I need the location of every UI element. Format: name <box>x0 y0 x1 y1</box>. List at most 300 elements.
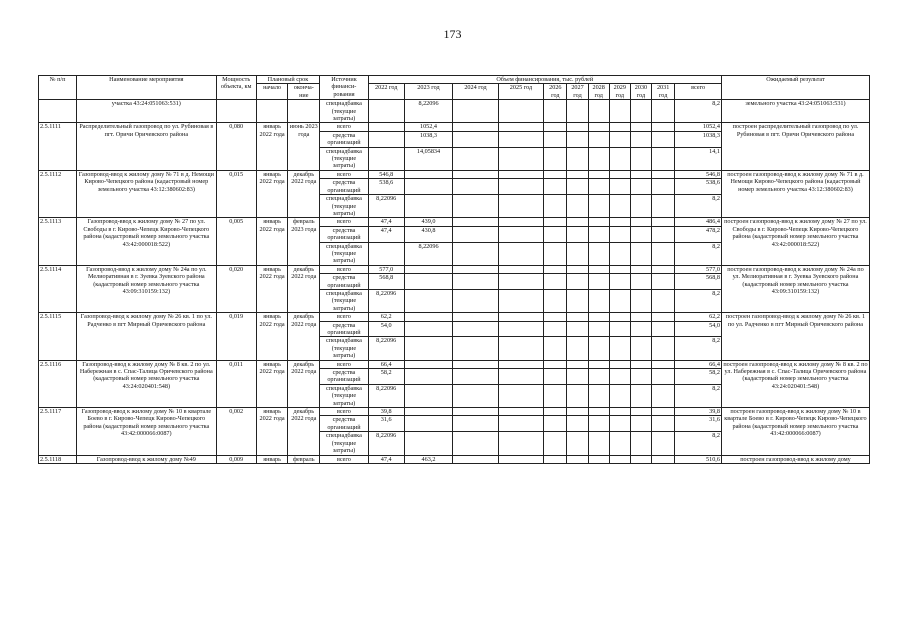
row-source: спецнадбавка (текущие затраты) <box>320 195 369 218</box>
row-value-empty <box>544 289 567 312</box>
row-value-empty <box>652 226 675 242</box>
header-year: 2027 год <box>567 84 588 100</box>
row-name: Газопровод-ввод к жилому дому № 27 по ул. Свободы в г. Кирово-Чепецк Кирово-Чепецкого района (кадастровый номер земельного участка 43:42:000018:522) <box>77 218 217 265</box>
row-value-empty <box>567 408 588 416</box>
row-value-empty <box>453 337 498 360</box>
row-value-empty <box>588 408 609 416</box>
row-value-empty <box>453 123 498 131</box>
row-value-empty <box>630 408 651 416</box>
row-value-empty <box>652 289 675 312</box>
row-source: спецнадбавка (текущие затраты) <box>320 384 369 407</box>
header-year: 2028 год <box>588 84 609 100</box>
header-volume: Объем финансирования, тыс. рублей <box>368 76 721 84</box>
row-value-empty <box>498 123 543 131</box>
table-row <box>39 218 870 226</box>
row-value-empty <box>609 274 630 290</box>
row-value-empty <box>652 408 675 416</box>
row-value-empty <box>453 321 498 337</box>
row-value-empty <box>567 147 588 170</box>
row-value-empty <box>652 337 675 360</box>
row-value-empty <box>630 384 651 407</box>
row-value-empty <box>498 337 543 360</box>
row-value-2022: 8,22096 <box>368 195 404 218</box>
row-value-empty <box>609 384 630 407</box>
row-value-empty <box>609 289 630 312</box>
row-value-2023 <box>404 384 453 407</box>
row-end: декабрь 2022 года <box>288 408 320 455</box>
row-value-empty <box>609 123 630 131</box>
row-value-empty <box>609 147 630 170</box>
row-source: спецнадбавка (текущие затраты) <box>320 242 369 265</box>
row-total: 577,0 <box>675 265 722 273</box>
table-header <box>39 76 870 100</box>
row-value-empty <box>588 123 609 131</box>
row-value-empty <box>609 195 630 218</box>
row-result: построен газопровод-ввод к жилому дому № 8 кв. 2 по ул. Набережная в с. Спас-Талица Оричевского района (кадастровый номер земельного участка 43:24:020401:548) <box>721 360 869 407</box>
row-end: декабрь 2022 года <box>288 265 320 312</box>
row-value-empty <box>609 226 630 242</box>
row-value-empty <box>453 432 498 455</box>
row-value-empty <box>453 195 498 218</box>
row-source: спецнадбавка (текущие затраты) <box>320 100 369 123</box>
row-value-empty <box>630 218 651 226</box>
header-period: Плановый срок <box>256 76 319 84</box>
row-value-empty <box>630 195 651 218</box>
row-value-empty <box>498 170 543 178</box>
header-year: 2023 год <box>404 84 453 100</box>
row-value-2023: 1052,4 <box>404 123 453 131</box>
row-value-empty <box>588 242 609 265</box>
row-value-empty <box>567 369 588 385</box>
row-result: построен газопровод-ввод к жилому дому № 27 по ул. Свободы в г. Кирово-Чепецк Кирово-Чепецкого района (кадастровый номер земельного участка 43:42:000018:522) <box>721 218 869 265</box>
row-value-empty <box>588 337 609 360</box>
row-value-empty <box>498 195 543 218</box>
row-value-empty <box>652 360 675 368</box>
row-value-2023 <box>404 179 453 195</box>
row-value-2022: 58,2 <box>368 369 404 385</box>
row-value-empty <box>630 337 651 360</box>
row-number: 2.5.1117 <box>39 408 77 455</box>
row-value-empty <box>544 195 567 218</box>
table-row <box>39 313 870 321</box>
row-value-empty <box>453 274 498 290</box>
row-value-2022: 546,8 <box>368 170 404 178</box>
row-value-empty <box>498 289 543 312</box>
row-number: 2.5.1116 <box>39 360 77 407</box>
row-value-empty <box>498 416 543 432</box>
row-total: 8,2 <box>675 289 722 312</box>
row-value-empty <box>567 274 588 290</box>
row-value-2022: 577,0 <box>368 265 404 273</box>
row-value-2022: 39,8 <box>368 408 404 416</box>
row-value-empty <box>630 360 651 368</box>
row-value-empty <box>453 170 498 178</box>
row-value-empty <box>498 455 543 463</box>
row-value-empty <box>652 242 675 265</box>
row-end: февраль <box>288 455 320 463</box>
row-value-empty <box>567 321 588 337</box>
row-value-empty <box>609 369 630 385</box>
row-value-empty <box>567 123 588 131</box>
row-source: средства организаций <box>320 226 369 242</box>
row-end: декабрь 2022 года <box>288 360 320 407</box>
row-value-empty <box>453 179 498 195</box>
row-value-empty <box>588 131 609 147</box>
header-name: Наименование мероприятия <box>77 76 217 100</box>
row-value-empty <box>588 432 609 455</box>
row-value-empty <box>630 265 651 273</box>
row-result: построен газопровод-ввод к жилому дому № 71 в д. Немощи Кирово-Чепецкого района (кадастровый номер земельного участка 43:12:380602:83) <box>721 170 869 217</box>
row-start: январь 2022 года <box>256 123 288 170</box>
row-value-empty <box>498 147 543 170</box>
row-value-empty <box>567 384 588 407</box>
row-source: спецнадбавка (текущие затраты) <box>320 337 369 360</box>
row-value-empty <box>544 170 567 178</box>
row-value-empty <box>588 384 609 407</box>
row-total: 54,0 <box>675 321 722 337</box>
row-total: 568,8 <box>675 274 722 290</box>
row-value-2022: 31,6 <box>368 416 404 432</box>
row-value-empty <box>498 242 543 265</box>
row-value-empty <box>498 218 543 226</box>
row-value-2022: 568,8 <box>368 274 404 290</box>
row-value-2022: 8,22096 <box>368 384 404 407</box>
row-value-empty <box>652 179 675 195</box>
row-start: январь 2022 года <box>256 360 288 407</box>
row-value-2022: 62,2 <box>368 313 404 321</box>
row-value-empty <box>588 313 609 321</box>
row-start: январь 2022 года <box>256 408 288 455</box>
row-name: Распределительный газопровод по ул. Рубиновая в пгт. Оричи Оричевского района <box>77 123 217 170</box>
row-value-empty <box>498 321 543 337</box>
row-value-empty <box>588 274 609 290</box>
row-value-empty <box>652 195 675 218</box>
row-capacity: 0,020 <box>216 265 256 312</box>
row-value-empty <box>652 123 675 131</box>
row-value-empty <box>630 274 651 290</box>
row-value-empty <box>453 265 498 273</box>
row-capacity: 0,009 <box>216 455 256 463</box>
page-number: 173 <box>443 27 462 41</box>
row-source: средства организаций <box>320 131 369 147</box>
header-year: 2025 год <box>498 84 543 100</box>
row-source: спецнадбавка (текущие затраты) <box>320 289 369 312</box>
row-value-empty <box>609 313 630 321</box>
row-value-empty <box>453 416 498 432</box>
row-value-empty <box>544 455 567 463</box>
row-value-empty <box>498 432 543 455</box>
row-value-empty <box>652 313 675 321</box>
row-value-empty <box>588 265 609 273</box>
row-total: 510,6 <box>675 455 722 463</box>
row-value-empty <box>453 360 498 368</box>
row-total: 8,2 <box>675 384 722 407</box>
row-start: январь 2022 года <box>256 170 288 217</box>
row-value-empty <box>652 274 675 290</box>
row-value-empty <box>567 455 588 463</box>
row-value-empty <box>498 179 543 195</box>
row-value-empty <box>652 455 675 463</box>
table-row <box>39 170 870 178</box>
row-value-empty <box>567 218 588 226</box>
row-capacity: 0,011 <box>216 360 256 407</box>
row-value-empty <box>544 313 567 321</box>
table-row <box>39 455 870 463</box>
row-value-empty <box>630 242 651 265</box>
row-total: 486,4 <box>675 218 722 226</box>
header-period-end: оконча-ние <box>288 84 320 100</box>
row-value-empty <box>544 416 567 432</box>
row-value-2023: 463,2 <box>404 455 453 463</box>
table-row <box>39 123 870 131</box>
row-value-empty <box>544 218 567 226</box>
row-total: 538,6 <box>675 179 722 195</box>
row-value-2022: 538,6 <box>368 179 404 195</box>
row-value-2023 <box>404 337 453 360</box>
row-name: Газопровод-ввод к жилому дому № 71 в д. Немощи Кирово-Чепецкого района (кадастровый номер земельного участка 43:12:380602:83) <box>77 170 217 217</box>
row-value-empty <box>609 242 630 265</box>
row-value-2022 <box>368 242 404 265</box>
header-year: 2026 год <box>544 84 567 100</box>
row-value-empty <box>453 369 498 385</box>
row-result: земельного участка 43:24:051063:531) <box>721 100 869 123</box>
row-value-empty <box>630 147 651 170</box>
row-value-2023: 14,05834 <box>404 147 453 170</box>
header-result: Ожидаемый результат <box>721 76 869 100</box>
header-total: всего <box>675 84 722 100</box>
row-start: январь 2022 года <box>256 218 288 265</box>
row-number: 2.5.1111 <box>39 123 77 170</box>
row-result: построен газопровод-ввод к жилому дому № 26 кв. 1 по ул. Радченко в пгт Мирный Оричевского района <box>721 313 869 360</box>
row-value-empty <box>588 179 609 195</box>
row-value-2023 <box>404 195 453 218</box>
row-value-empty <box>453 313 498 321</box>
row-value-empty <box>453 408 498 416</box>
row-value-2023: 8,22096 <box>404 100 453 123</box>
row-value-empty <box>588 195 609 218</box>
row-start: январь 2022 года <box>256 313 288 360</box>
row-capacity: 0,015 <box>216 170 256 217</box>
row-value-empty <box>567 289 588 312</box>
row-value-empty <box>609 265 630 273</box>
row-total: 1038,3 <box>675 131 722 147</box>
row-source: всего <box>320 313 369 321</box>
row-value-empty <box>498 265 543 273</box>
row-value-empty <box>567 337 588 360</box>
header-period-start: начало <box>256 84 288 100</box>
row-capacity: 0,005 <box>216 218 256 265</box>
row-result: построен распределительный газопровод по ул. Рубиновая в пгт. Оричи Оричевского района <box>721 123 869 170</box>
row-value-empty <box>630 321 651 337</box>
row-value-2022: 8,22096 <box>368 289 404 312</box>
row-value-empty <box>630 289 651 312</box>
row-value-empty <box>567 360 588 368</box>
row-value-empty <box>544 408 567 416</box>
row-value-2023 <box>404 432 453 455</box>
header-capacity: Мощность объекта, км <box>216 76 256 100</box>
row-value-empty <box>609 455 630 463</box>
row-value-empty <box>609 360 630 368</box>
row-total: 478,2 <box>675 226 722 242</box>
row-end: декабрь 2022 года <box>288 170 320 217</box>
row-value-empty <box>453 218 498 226</box>
row-value-empty <box>630 226 651 242</box>
row-value-empty <box>630 432 651 455</box>
row-source: всего <box>320 408 369 416</box>
row-end: декабрь 2022 года <box>288 313 320 360</box>
row-value-2023: 8,22096 <box>404 242 453 265</box>
table-body <box>39 100 870 464</box>
row-value-empty <box>588 416 609 432</box>
row-value-2022 <box>368 123 404 131</box>
row-value-2023: 439,0 <box>404 218 453 226</box>
row-value-empty <box>567 416 588 432</box>
row-number: 2.5.1112 <box>39 170 77 217</box>
row-total: 8,2 <box>675 337 722 360</box>
row-value-empty <box>544 369 567 385</box>
header-year: 2031 год <box>652 84 675 100</box>
row-value-empty <box>544 274 567 290</box>
row-value-empty <box>498 226 543 242</box>
row-value-2023 <box>404 313 453 321</box>
row-value-empty <box>544 131 567 147</box>
row-value-empty <box>544 321 567 337</box>
row-value-2023 <box>404 170 453 178</box>
row-value-empty <box>453 289 498 312</box>
row-source: всего <box>320 360 369 368</box>
row-start: январь 2022 года <box>256 265 288 312</box>
row-value-2022: 8,22096 <box>368 337 404 360</box>
row-value-empty <box>588 369 609 385</box>
row-value-2022 <box>368 131 404 147</box>
row-value-empty <box>652 369 675 385</box>
row-value-empty <box>544 384 567 407</box>
row-value-empty <box>498 360 543 368</box>
row-value-empty <box>544 123 567 131</box>
row-capacity: 0,002 <box>216 408 256 455</box>
row-value-empty <box>453 242 498 265</box>
row-value-2022: 47,4 <box>368 455 404 463</box>
row-value-empty <box>567 432 588 455</box>
row-value-empty <box>588 455 609 463</box>
row-value-empty <box>453 455 498 463</box>
row-value-empty <box>567 131 588 147</box>
row-value-empty <box>567 195 588 218</box>
row-value-empty <box>609 432 630 455</box>
row-total: 8,2 <box>675 432 722 455</box>
row-total: 546,8 <box>675 170 722 178</box>
header-year: 2024 год <box>453 84 498 100</box>
row-value-2022: 47,4 <box>368 226 404 242</box>
row-total: 1052,4 <box>675 123 722 131</box>
row-source: спецнадбавка (текущие затраты) <box>320 147 369 170</box>
row-total: 14,1 <box>675 147 722 170</box>
row-number: 2.5.1115 <box>39 313 77 360</box>
row-value-2023 <box>404 265 453 273</box>
row-value-empty <box>498 313 543 321</box>
row-value-2022 <box>368 147 404 170</box>
row-value-empty <box>544 265 567 273</box>
row-start: январь <box>256 455 288 463</box>
row-value-2023 <box>404 274 453 290</box>
row-value-empty <box>567 313 588 321</box>
row-value-empty <box>588 321 609 337</box>
row-total: 8,2 <box>675 242 722 265</box>
row-value-empty <box>567 170 588 178</box>
row-value-empty <box>588 218 609 226</box>
row-value-2023 <box>404 416 453 432</box>
row-name: Газопровод-ввод к жилому дому № 8 кв. 2 по ул. Набережная в с. Спас-Талица Оричевского района (кадастровый номер земельного участка 43:24:020401:548) <box>77 360 217 407</box>
row-value-empty <box>630 170 651 178</box>
row-value-empty <box>630 369 651 385</box>
row-number: 2.5.1114 <box>39 265 77 312</box>
row-value-empty <box>544 226 567 242</box>
row-value-empty <box>652 265 675 273</box>
row-value-empty <box>630 123 651 131</box>
row-source: средства организаций <box>320 369 369 385</box>
row-name: участка 43:24:051063:531) <box>77 100 217 123</box>
row-value-2023 <box>404 369 453 385</box>
row-value-empty <box>609 321 630 337</box>
row-value-empty <box>453 226 498 242</box>
row-result: построен газопровод-ввод к жилому дому <box>721 455 869 463</box>
row-value-empty <box>652 170 675 178</box>
table-row <box>39 100 870 123</box>
row-value-empty <box>609 179 630 195</box>
row-value-empty <box>567 265 588 273</box>
row-source: средства организаций <box>320 321 369 337</box>
table-row <box>39 360 870 368</box>
row-value-2022: 66,4 <box>368 360 404 368</box>
row-capacity: 0,019 <box>216 313 256 360</box>
row-value-empty <box>567 242 588 265</box>
row-source: всего <box>320 123 369 131</box>
row-value-empty <box>567 226 588 242</box>
row-value-empty <box>498 131 543 147</box>
row-source: средства организаций <box>320 179 369 195</box>
row-value-2022: 47,4 <box>368 218 404 226</box>
row-capacity: 0,080 <box>216 123 256 170</box>
row-value-2022: 8,22096 <box>368 432 404 455</box>
row-value-empty <box>630 179 651 195</box>
row-value-empty <box>498 369 543 385</box>
header-source: Источник финанси-рования <box>320 76 369 100</box>
row-result: построен газопровод-ввод к жилому дому № 10 в квартале Боево в г. Кирово-Чепецк Кирово-Чепецкого района (кадастровый номер земельного участка 43:42:000066:0087) <box>721 408 869 455</box>
row-value-empty <box>630 313 651 321</box>
row-value-empty <box>498 408 543 416</box>
row-total: 8,2 <box>675 100 722 123</box>
header-year: 2029 год <box>609 84 630 100</box>
row-total: 39,8 <box>675 408 722 416</box>
row-value-empty <box>544 360 567 368</box>
row-value-empty <box>453 131 498 147</box>
row-value-empty <box>609 131 630 147</box>
row-value-empty <box>609 218 630 226</box>
row-value-empty <box>652 321 675 337</box>
row-value-2023 <box>404 408 453 416</box>
row-value-empty <box>498 274 543 290</box>
table-row <box>39 408 870 416</box>
row-value-empty <box>652 432 675 455</box>
row-value-empty <box>544 432 567 455</box>
row-number: 2.5.1118 <box>39 455 77 463</box>
row-value-2023: 1038,3 <box>404 131 453 147</box>
row-value-empty <box>588 226 609 242</box>
header-num: № п/п <box>39 76 77 100</box>
row-source: средства организаций <box>320 416 369 432</box>
row-value-empty <box>544 179 567 195</box>
row-total: 58,2 <box>675 369 722 385</box>
